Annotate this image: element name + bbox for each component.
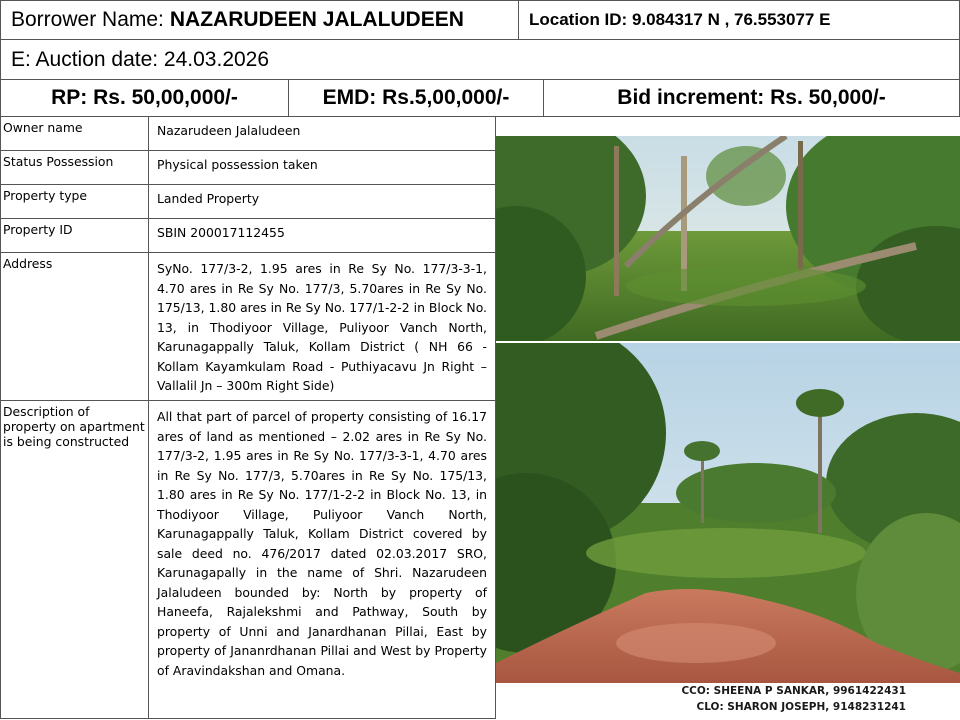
status-possession-label: Status Possession [1, 151, 149, 185]
reserve-price-cell [0, 79, 289, 117]
status-possession-value: Physical possession taken [149, 151, 496, 185]
auction-date-cell [0, 39, 960, 80]
property-id-value: SBIN 200017112455 [149, 219, 496, 253]
borrower-name-cell [0, 0, 519, 40]
table-row [1, 219, 496, 253]
table-row [1, 151, 496, 185]
table-row [1, 185, 496, 219]
description-label: Description of property on apartment is being constructed [1, 401, 149, 719]
reserve-price: RP: Rs. 50,00,000/- [51, 86, 238, 109]
bid-increment: Bid increment: Rs. 50,000/- [617, 86, 886, 109]
borrower-label: Borrower Name: [11, 8, 164, 31]
property-type-label: Property type [1, 185, 149, 219]
property-details-table [0, 116, 496, 719]
property-photo-top [496, 136, 960, 341]
clo-contact: CLO: SHARON JOSEPH, 9148231241 [696, 701, 906, 713]
owner-name-label: Owner name [1, 117, 149, 151]
address-value: SyNo. 177/3-2, 1.95 ares in Re Sy No. 177/3-3-1, 4.70 ares in Re Sy No. 177/3, 5.70ares in Re Sy No. 175/13, 1.80 ares in Re Sy No. 177/1-2-2 in Block No. 13, in Thodiyoor Village, Puliyoor Vanch North, Karunagappally Taluk, Kollam District ( NH 66 - Kollam Kayamkulam Road - Puthiyacavu Jn Right – Vallalil Jn – 300m Right Side) [149, 253, 496, 401]
bid-increment-cell [543, 79, 960, 117]
cco-contact: CCO: SHEENA P SANKAR, 9961422431 [681, 685, 906, 697]
auction-date: E: Auction date: 24.03.2026 [11, 47, 270, 71]
description-value: All that part of parcel of property consisting of 16.17 ares of land as mentioned – 2.02 ares in Re Sy No. 177/3-2, 1.95 ares in Re Sy No. 177/3-3-1, 4.70 ares in Re Sy No. 177/3, 5.70ares in Re Sy No. 175/13, 1.80 ares in Re Sy No. 177/1-2-2 in Block No. 13, in Thodiyoor Village, Puliyoor Vanch North, Karunagappally Taluk, Kollam District covered by sale deed no. 476/2017 dated 02.03.2017 SRO, Karunagapally in the name of Shri. Nazarudeen Jalaludeen bounded by: North by property of Haneefa, Rajalekshmi and Pathway, South by property of Unni and Janardhanan Pillai, East by property of Jananrdhanan Pillai and West by Property of Aravindakshan and Omana. [149, 401, 496, 719]
table-row [1, 401, 496, 719]
location-cell [518, 0, 960, 40]
property-id-label: Property ID [1, 219, 149, 253]
property-type-value: Landed Property [149, 185, 496, 219]
emd-amount: EMD: Rs.5,00,000/- [322, 86, 510, 109]
borrower-name: NAZARUDEEN JALALUDEEN [169, 8, 464, 31]
table-row [1, 117, 496, 151]
property-photo-bottom [496, 343, 960, 683]
address-label: Address [1, 253, 149, 401]
emd-cell [288, 79, 544, 117]
table-row [1, 253, 496, 401]
owner-name-value: Nazarudeen Jalaludeen [149, 117, 496, 151]
location-id: Location ID: 9.084317 N , 76.553077 E [529, 10, 831, 29]
